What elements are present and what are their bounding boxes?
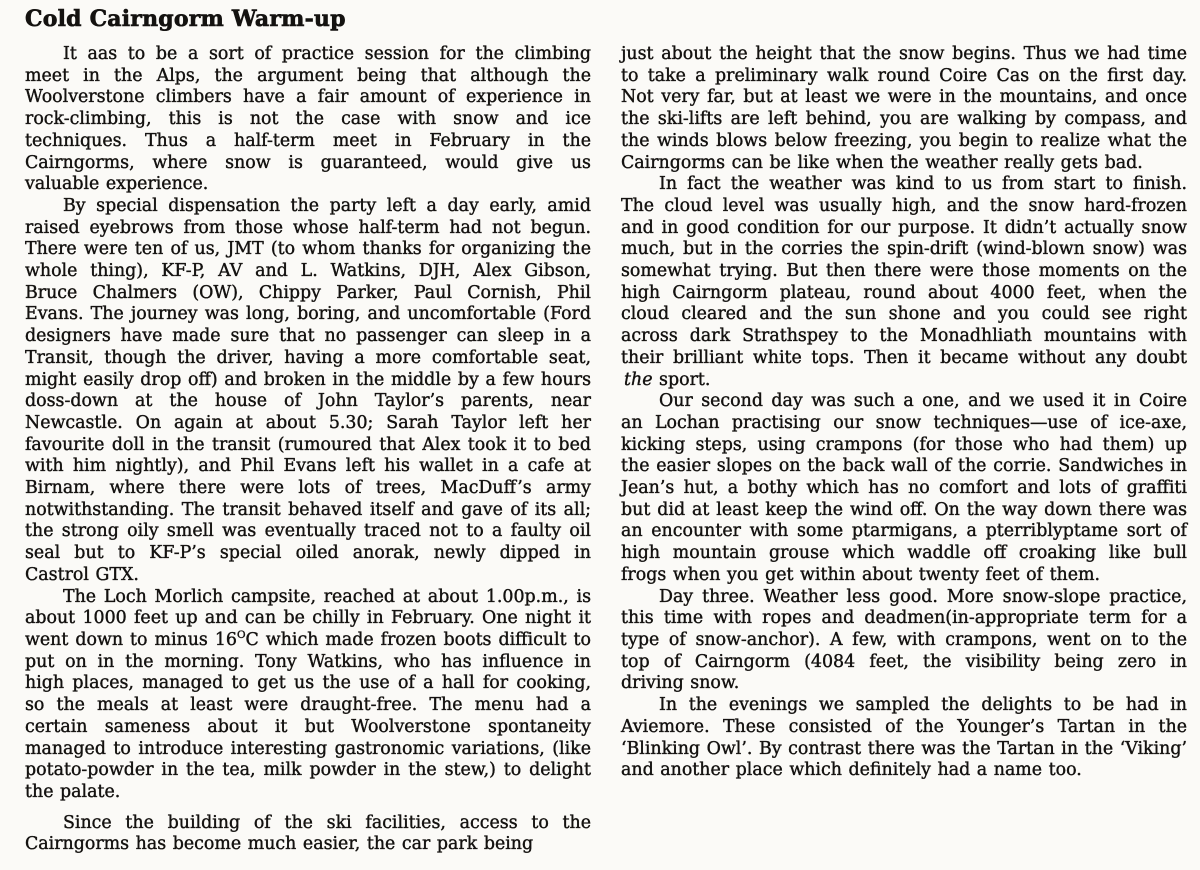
italic-the: the <box>624 369 653 390</box>
paragraph-weather <box>621 174 1187 391</box>
left-column <box>25 44 591 870</box>
paragraph-ski-access: Since the building of the ski facilities, access to the Cairngorms has become much easier, the car park being <box>25 812 591 855</box>
right-column <box>621 44 1187 870</box>
paragraph-second-day: Our second day was such a one, and we used it in Coire an Lochan practising our snow techniques—use of ice-axe, kicking steps, using crampons (for those who had them) up the easier slopes on the back wall of the corrie. Sandwiches in Jean’s hut, a bothy which has no comfort and lots of graffiti but did at least keep the wind off. On the way down there was an encounter with some ptarmigans, a pterriblyptame sort of high mountain grouse which waddle off croaking like bull frogs when you get within about twenty feet of them. <box>621 391 1187 585</box>
paragraph-intro: It aas to be a sort of practice session for the climbing meet in the Alps, the argument being that although the Woolverstone climbers have a fair amount of experience in rock-climbing, this is not the case with snow and ice techniques. Thus a half-term meet in February in the Cairngorms, where snow is guaranteed, would give us valuable experience. <box>25 44 591 195</box>
paragraph-campsite <box>25 587 591 804</box>
paragraph-evenings: In the evenings we sampled the delights to be had in Aviemore. These consisted of the Younger’s Tartan in the ‘Blinking Owl’. By contrast there was the Tartan in the ‘Viking’ and another place which definitely had a name too. <box>621 695 1187 781</box>
paragraph-day-three: Day three. Weather less good. More snow-slope practice, this time with ropes and deadmen(in-appropriate term for a type of snow-anchor). A few, with crampons, went on to the top of Cairngorm (4084 feet, the visibility being zero in driving snow. <box>621 586 1187 694</box>
paragraph-weather-text-before-italic: In fact the weather was kind to us from start to finish. The cloud level was usually high, and the snow hard-frozen and in good condition for our purpose. It didn’t actually snow much, but in the corries the spin-drift (wind-blown snow) was somewhat trying. But then there were those moments on the high Cairngorm plateau, round about 4000 feet, when the cloud cleared and the sun shone and you could see right across dark Strathspey to the Monadhliath mountains with their brilliant white tops. Then it became without any doubt <box>621 174 1187 368</box>
degree-superscript: O <box>236 629 246 642</box>
paragraph-campsite-text-before-degree: The Loch Morlich campsite, reached at about 1.00p.m., is about 1000 feet up and can be chilly in February. One night it went down to minus 16 <box>25 586 591 650</box>
paragraph-snow-height: just about the height that the snow begins. Thus we had time to take a preliminary walk round Coire Cas on the first day. Not very far, but at least we were in the mountains, and once the ski-lifts are left behind, you are walking by compass, and the winds blows below freezing, you begin to realize what the Cairngorms can be like when the weather really gets bad. <box>621 44 1187 173</box>
paragraph-campsite-text-after-degree: C which made frozen boots difficult to put on in the morning. Tony Watkins, who has influence in high places, managed to get us the use of a hall for cooking, so the meals at least were draught-free. The menu had a certain sameness about it but Woolverstone spontaneity managed to introduce interesting gastronomic variations, (like potato-powder in the tea, milk powder in the stew,) to delight the palate. <box>25 629 592 802</box>
paragraph-journey: By special dispensation the party left a day early, amid raised eyebrows from those whose half-term had not begun. There were ten of us, JMT (to whom thanks for organizing the whole thing), KF-P, AV and L. Watkins, DJH, Alex Gibson, Bruce Chalmers (OW), Chippy Parker, Paul Cornish, Phil Evans. The journey was long, boring, and uncomfortable (Ford designers have made sure that no passenger can sleep in a Transit, though the driver, having a more comfortable seat, might easily drop off) and broken in the middle by a few hours doss-down at the house of John Taylor’s parents, near Newcastle. On again at about 5.30; Sarah Taylor left her favourite doll in the transit (rumoured that Alex took it to bed with him nightly), and Phil Evans left his wallet in a cafe at Birnam, where there were lots of trees, MacDuff’s army notwithstanding. The transit behaved itself and gave of its all; the strong oily smell was eventually traced not to a faulty oil seal but to KF-P’s special oiled anorak, newly dipped in Castrol GTX. <box>25 195 591 585</box>
article-title: Cold Cairngorm Warm-up <box>25 6 346 32</box>
paragraph-weather-text-after-italic: sport. <box>652 369 711 390</box>
two-column-layout <box>25 44 1187 870</box>
